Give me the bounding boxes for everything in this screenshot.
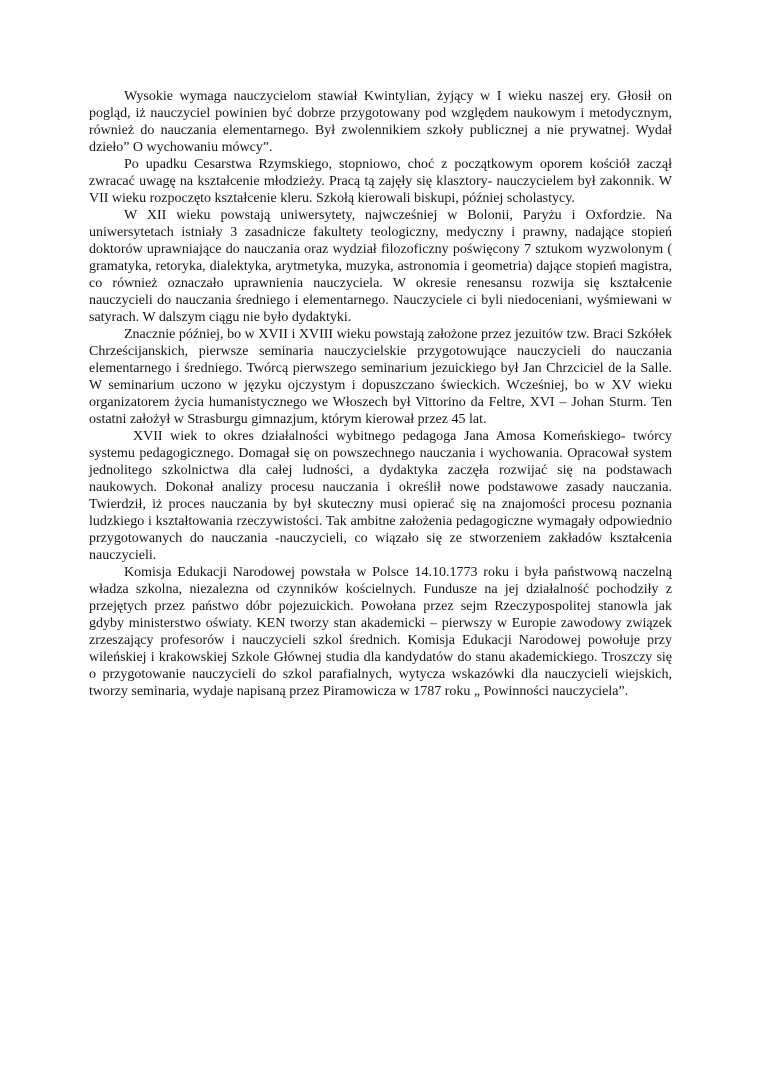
paragraph-komisja-edukacji-narodowej: Komisja Edukacji Narodowej powstała w Polsce 14.10.1773 roku i była państwową naczelną władza szkolna, niezalezna od czynników kościelnych. Fundusze na jej działalność pochodziły z przejętych przez państwo dóbr pojezuickich. Powołana przez sejm Rzeczypospolitej stanowla jak gdyby ministerstwo oświaty. KEN tworzy stan akademicki – pierwszy w Europie zawodowy związek zrzeszający profesorów i nauczycieli szkol średnich. Komisja Edukacji Narodowej powołuje przy wileńskiej i krakowskiej Szkole Głównej studia dla kandydatów do stanu akademickiego. Troszczy się o przygotowanie nauczycieli do szkol parafialnych, wytycza wskazówki dla nauczycieli wiejskich, tworzy seminaria, wydaje napisaną przez Piramowicza w 1787 roku „ Powinności nauczyciela”.: [89, 565, 672, 699]
paragraph-uniwersytety-xii-wiek: W XII wieku powstają uniwersytety, najwcześniej w Bolonii, Paryżu i Oxfordzie. Na uniwersytetach istniały 3 zasadnicze fakultety teologiczny, medyczny i prawny, nadające stopień doktorów uprawniające do nauczania oraz wydział filozoficzny poświęcony 7 sztukom wyzwolonym ( gramatyka, retoryka, dialektyka, arytmetyka, muzyka, astronomia i geometria) dające stopień magistra, co również oznaczało uprawnienia nauczyciela. W okresie renesansu rozwija się kształcenie nauczycieli do nauczania średniego i elementarnego. Nauczyciele ci byli niedoceniani, wyśmiewani w satyrach. W dalszym ciągu nie było dydaktyki.: [89, 208, 672, 325]
paragraph-upadek-cesarstwa: Po upadku Cesarstwa Rzymskiego, stopniowo, choć z początkowym oporem kościół zaczął zwracać uwagę na kształcenie młodzieży. Pracą tą zajęły się klasztory- nauczycielem był zakonnik. W VII wieku rozpoczęto kształcenie kleru. Szkołą kierowali biskupi, później scholastycy.: [89, 157, 672, 206]
paragraph-seminaria-jezuickie: Znacznie później, bo w XVII i XVIII wieku powstają założone przez jezuitów tzw. Braci Szkółek Chrześcijanskich, pierwsze seminaria nauczycielskie przygotowujące nauczycieli do nauczania elementarnego i średniego. Twórcą pierwszego seminarium jezuickiego był Jan Chrzciciel de la Salle. W seminarium uczono w języku ojczystym i dopuszczano świeckich. Wcześniej, bo w XV wieku organizatorem życia humanistycznego we Włoszech był Vittorino da Feltre, XVI – Johan Sturm. Ten ostatni założył w Strasburgu gimnazjum, którym kierował przez 45 lat.: [89, 327, 672, 427]
paragraph-komenski: XVII wiek to okres działalności wybitnego pedagoga Jana Amosa Komeńskiego- twórcy systemu pedagogicznego. Domagał się on powszechnego nauczania i wychowania. Opracował system jednolitego szkolnictwa dla całej ludności, a dydaktyka zaczęła rozwijać się na podstawach naukowych. Dokonał analizy procesu nauczania i określił nowe podstawowe zasady nauczania. Twierdził, iż proces nauczania by był skuteczny musi opierać się na znajomości procesu poznania ludzkiego i kształtowania rzeczywistości. Tak ambitne założenia pedagogiczne wymagały odpowiednio przygotowanych do nauczania -nauczycieli, co wiązało się ze stworzeniem zakładów kształcenia nauczycieli.: [89, 429, 672, 563]
paragraph-kwintylian: Wysokie wymaga nauczycielom stawiał Kwintylian, żyjący w I wieku naszej ery. Głosił on pogląd, iż nauczyciel powinien być dobrze przygotowany pod względem naukowym i metodycznym, również do nauczania elementarnego. Był zwolennikiem szkoły publicznej a nie prywatnej. Wydał dzieło” O wychowaniu mówcy”.: [89, 89, 672, 155]
document-text-block: [89, 88, 672, 700]
